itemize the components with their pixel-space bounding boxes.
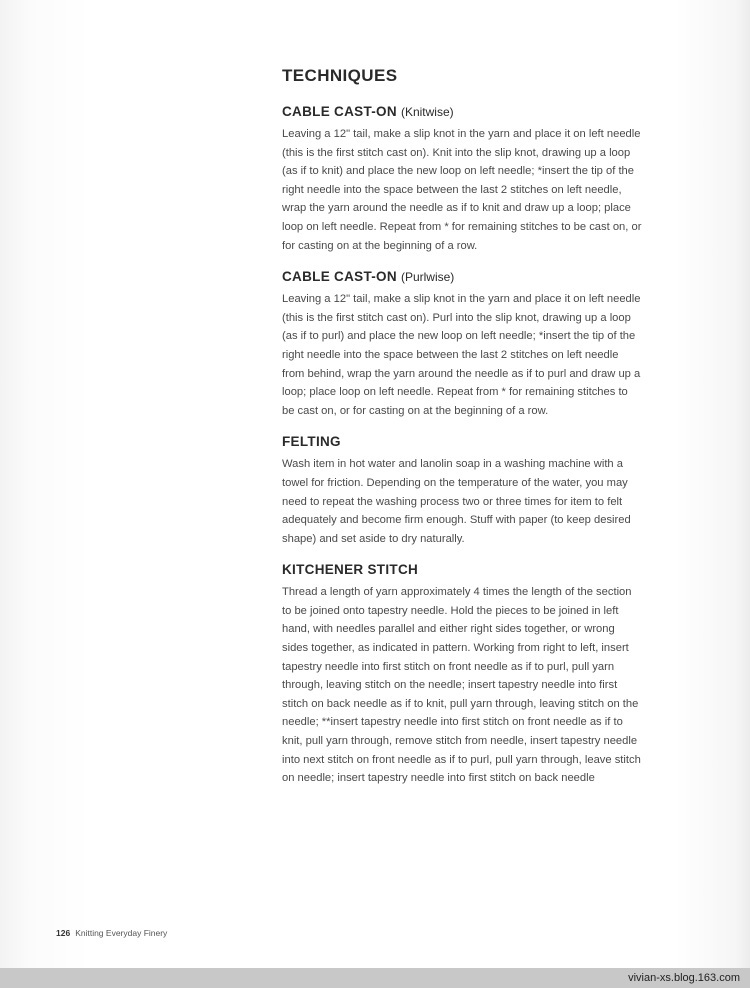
section-title [282,562,644,577]
section-body: Thread a length of yarn approximately 4 times the length of the section to be joined onto tapestry needle. Hold the pieces to be joined in left hand, with needles parallel and either right sides together, or wrong sides together, as indicated in pattern. Working from right to left, insert tapestry needle into first stitch on front needle as if to purl, pull yarn through, leaving stitch on the needle; insert tapestry needle into first stitch on back needle as if to knit, pull yarn through, leaving stitch on the needle; **insert tapestry needle into first stitch on front needle as if to knit, pull yarn through, remove stitch from needle, insert tapestry needle into next stitch on front needle as if to purl, pull yarn through, leave stitch on needle; insert tapestry needle into first stitch on back needle [282,586,641,785]
section-body: Leaving a 12" tail, make a slip knot in the yarn and place it on left needle (this is the first stitch cast on). Purl into the slip knot, drawing up a loop (as if to purl) and place the new loop on left needle; *insert the tip of the right needle into the space between the last 2 stitches on left needle from behind, wrap the yarn around the needle as if to purl and draw up a loop; place loop on left needle. Repeat from * for remaining stitches to be cast on, or for casting on at the beginning of a row. [282,293,641,417]
section-title-text: KITCHENER STITCH [282,562,419,578]
section-subtitle: (Purlwise) [400,270,455,285]
section-cable-cast-on-purlwise [282,269,644,420]
page-content [282,66,644,802]
section-body: Leaving a 12" tail, make a slip knot in the yarn and place it on left needle (this is the first stitch cast on). Knit into the slip knot, drawing up a loop (as if to knit) and place the new loop on left needle; *insert the tip of the right needle into the space between the last 2 stitches on left needle, wrap the yarn around the needle as if to knit and draw up a loop; place loop on left needle. Repeat from * for remaining stitches to be cast on, or for casting on at the beginning of a row. [282,128,642,252]
book-title: Knitting Everyday Finery [75,928,168,938]
section-title [282,269,644,284]
section-cable-cast-on-knitwise [282,104,644,255]
page-footer [56,928,167,938]
section-kitchener-stitch [282,562,644,788]
section-title-text: CABLE CAST-ON [282,104,397,119]
section-title-text: CABLE CAST-ON [282,269,397,285]
section-title [282,434,644,449]
section-body: Wash item in hot water and lanolin soap in a washing machine with a towel for friction. Depending on the temperature of the water, you may need to repeat the washing process two or three times for item to felt adequately and become firm enough. Stuff with paper (to keep desired shape) and set aside to dry naturally. [282,458,631,545]
page-heading: TECHNIQUES [282,66,398,85]
section-title-text: FELTING [282,434,341,450]
section-title [282,104,644,119]
section-felting [282,434,644,548]
section-subtitle: (Knitwise) [400,105,454,119]
watermark-text: vivian-xs.blog.163.com [628,972,740,984]
page-number: 126 [56,928,71,938]
